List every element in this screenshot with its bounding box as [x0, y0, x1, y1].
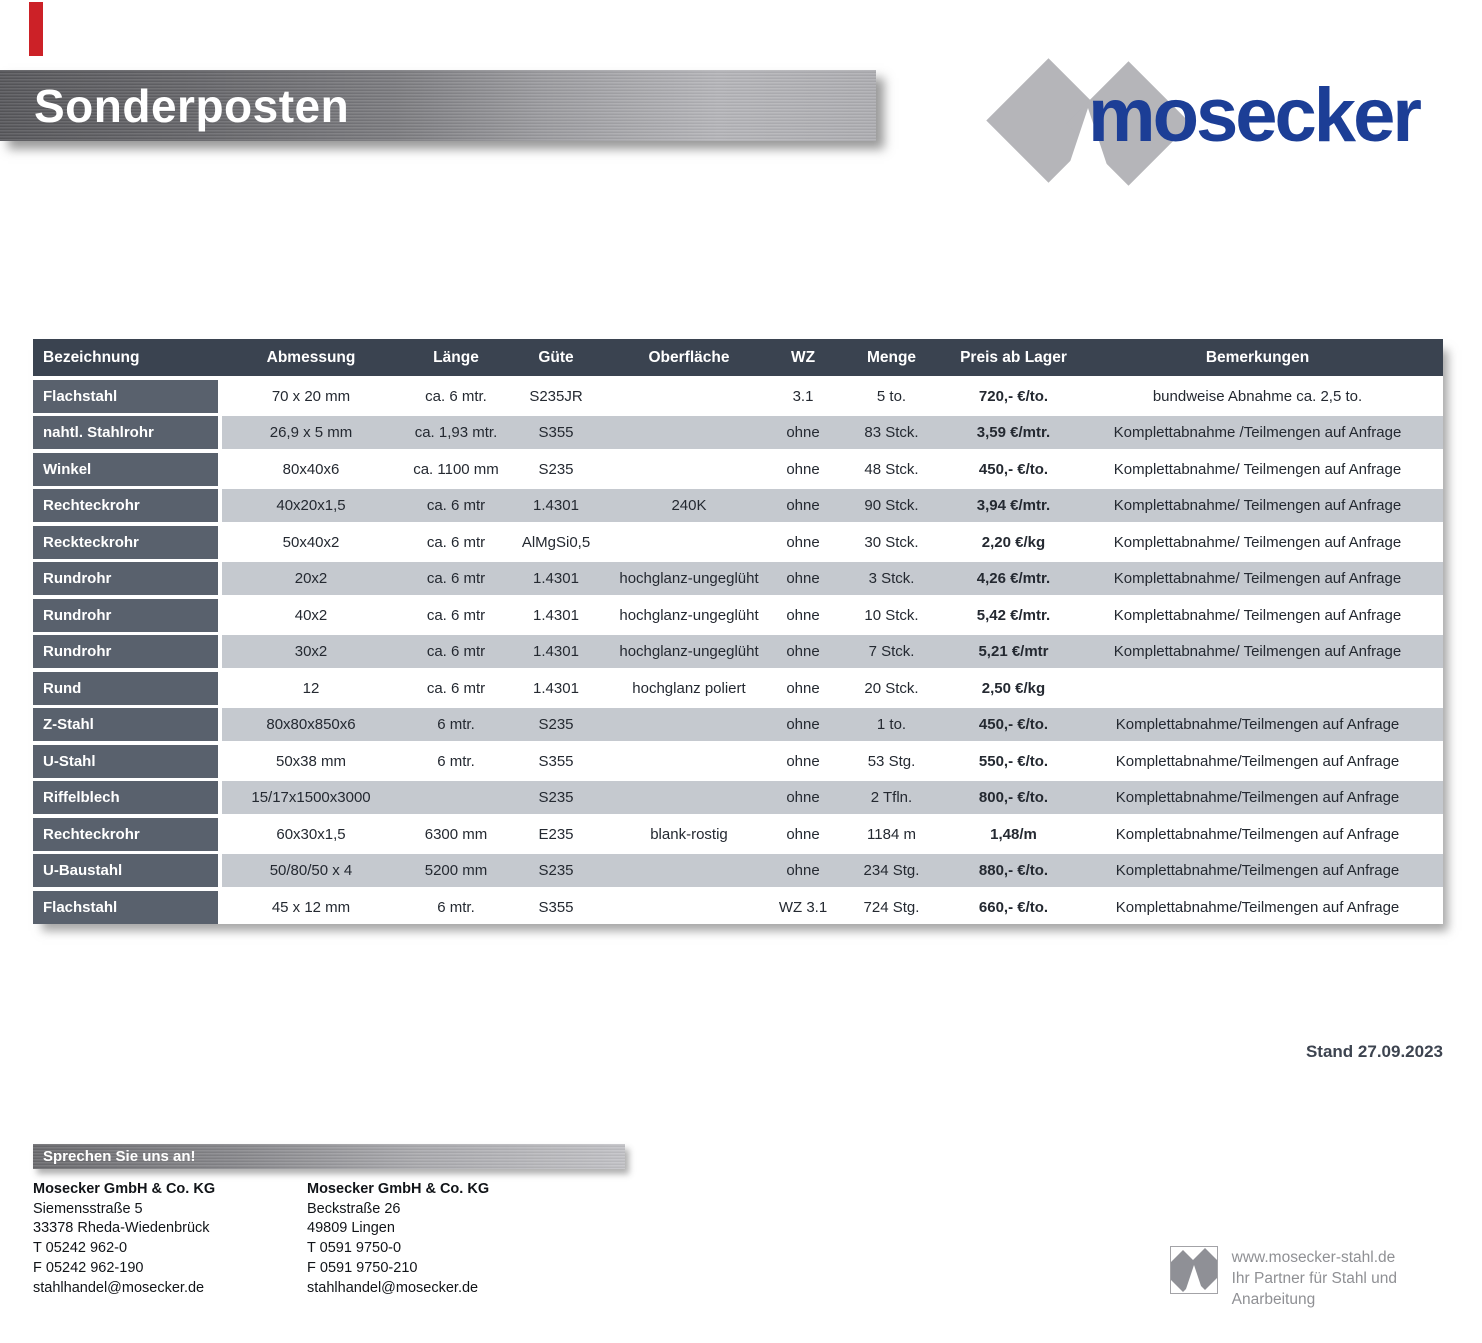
cell-guete: E235	[538, 825, 574, 843]
cell-oberflaeche	[600, 745, 778, 778]
row-values	[222, 526, 1443, 559]
cell-laenge: 6300 mm	[424, 825, 488, 843]
cell-guete: S355	[538, 752, 574, 770]
cell-menge: 1184 m	[867, 825, 916, 843]
cell-menge: 10 Stck.	[864, 606, 919, 624]
table-row	[33, 380, 1443, 413]
cell-guete: S355	[538, 424, 574, 441]
cell-bemerkungen: Komplettabnahme/Teilmengen auf Anfrage	[1115, 716, 1400, 733]
cell-abmessung: 40x2	[294, 606, 328, 624]
phone: T 0591 9750-0	[307, 1240, 402, 1257]
cell-abmessung: 26,9 x 5 mm	[269, 424, 353, 441]
red-corner-mark	[29, 2, 43, 56]
table-row	[33, 891, 1443, 924]
cell-bemerkungen: Komplettabnahme/Teilmengen auf Anfrage	[1115, 789, 1400, 806]
cell-laenge: 6 mtr.	[437, 716, 475, 733]
cell-oberflaeche	[600, 416, 778, 449]
header-menge: Menge	[866, 348, 917, 366]
header-bemerkungen: Bemerkungen	[1205, 348, 1310, 366]
table-row	[33, 526, 1443, 559]
row-values	[222, 489, 1443, 522]
cell-preis: 5,21 €/mtr	[978, 643, 1049, 660]
cell-oberflaeche	[600, 453, 778, 486]
email: stahlhandel@mosecker.de	[307, 1279, 479, 1296]
fax: F 05242 962-190	[33, 1259, 144, 1276]
cell-guete: S235	[538, 716, 574, 733]
cell-menge: 2 Tfln.	[870, 789, 913, 806]
cell-laenge: ca. 6 mtr	[426, 606, 486, 624]
cell-abmessung: 50/80/50 x 4	[269, 862, 353, 879]
table-row	[33, 416, 1443, 449]
sonderposten-table	[33, 339, 1443, 924]
cell-wz: ohne	[786, 679, 820, 697]
cell-menge: 90 Stck.	[864, 497, 919, 514]
cell-bemerkungen: bundweise Abnahme ca. 2,5 to.	[1152, 387, 1363, 405]
cell-laenge: 5200 mm	[424, 862, 488, 879]
fax: F 0591 9750-210	[307, 1259, 418, 1276]
cell-menge: 5 to.	[876, 387, 907, 405]
table-row	[33, 781, 1443, 814]
table-row	[33, 562, 1443, 595]
header-bezeichnung: Bezeichnung	[43, 348, 140, 366]
cell-bezeichnung: Winkel	[33, 453, 218, 486]
table-row	[33, 635, 1443, 668]
cell-oberflaeche	[600, 854, 778, 887]
table-row	[33, 453, 1443, 486]
footer-brand	[1170, 1246, 1482, 1310]
table-body	[33, 380, 1443, 924]
cell-bemerkungen: Komplettabnahme /Teilmengen auf Anfrage	[1113, 424, 1402, 441]
cell-laenge: ca. 1,93 mtr.	[414, 424, 498, 441]
cell-bemerkungen: Komplettabnahme/Teilmengen auf Anfrage	[1115, 752, 1400, 770]
cell-oberflaeche	[600, 781, 778, 814]
cell-wz: ohne	[786, 825, 820, 843]
row-values	[222, 599, 1443, 632]
cell-menge: 83 Stck.	[864, 424, 919, 441]
cell-preis: 3,94 €/mtr.	[976, 497, 1051, 514]
header-preis: Preis ab Lager	[960, 348, 1067, 366]
cell-menge: 20 Stck.	[864, 679, 919, 697]
cell-preis: 450,- €/to.	[978, 460, 1049, 478]
cell-bemerkungen	[1072, 672, 1443, 705]
cell-bezeichnung: Rundrohr	[33, 562, 218, 595]
cell-bezeichnung: Z-Stahl	[33, 708, 218, 741]
table-header-row	[33, 339, 1443, 376]
cell-preis: 3,59 €/mtr.	[976, 424, 1051, 441]
cell-oberflaeche: hochglanz-ungeglüht	[619, 643, 759, 660]
cell-guete: S235	[538, 862, 574, 879]
cell-wz: ohne	[786, 643, 820, 660]
contact-banner	[33, 1144, 625, 1169]
cell-bemerkungen: Komplettabnahme/ Teilmengen auf Anfrage	[1113, 570, 1402, 587]
cell-oberflaeche: hochglanz-ungeglüht	[619, 606, 759, 624]
cell-laenge: ca. 6 mtr.	[425, 387, 487, 405]
row-values	[222, 416, 1443, 449]
cell-preis: 550,- €/to.	[978, 752, 1049, 770]
row-values	[222, 672, 1443, 705]
table-row	[33, 818, 1443, 851]
phone: T 05242 962-0	[33, 1240, 128, 1257]
cell-wz: ohne	[786, 533, 820, 551]
cell-preis: 1,48/m	[990, 825, 1037, 843]
table-row	[33, 489, 1443, 522]
cell-menge: 3 Stck.	[868, 570, 915, 587]
cell-oberflaeche: 240K	[671, 497, 707, 514]
logo-wordmark: mosecker	[1088, 73, 1419, 158]
cell-bezeichnung: Flachstahl	[33, 380, 218, 413]
cell-abmessung: 50x38 mm	[275, 752, 347, 770]
cell-preis: 880,- €/to.	[978, 862, 1049, 879]
cell-abmessung: 15/17x1500x3000	[251, 789, 371, 806]
cell-menge: 234 Stg.	[863, 862, 920, 879]
cell-bemerkungen: Komplettabnahme/ Teilmengen auf Anfrage	[1113, 533, 1402, 551]
cell-preis: 660,- €/to.	[978, 898, 1049, 916]
cell-preis: 720,- €/to.	[978, 387, 1049, 405]
cell-laenge: ca. 1100 mm	[413, 460, 499, 478]
cell-bezeichnung: Reckteckrohr	[33, 526, 218, 559]
cell-menge: 1 to.	[876, 716, 907, 733]
cell-wz: ohne	[786, 424, 820, 441]
table-row	[33, 672, 1443, 705]
cell-preis: 2,20 €/kg	[981, 533, 1046, 551]
row-values	[222, 380, 1443, 413]
cell-abmessung: 50x40x2	[282, 533, 340, 551]
cell-bemerkungen: Komplettabnahme/ Teilmengen auf Anfrage	[1113, 606, 1402, 624]
cell-wz: ohne	[786, 862, 820, 879]
cell-laenge: 6 mtr.	[437, 898, 475, 916]
cell-menge: 30 Stck.	[864, 533, 919, 551]
cell-guete: 1.4301	[533, 643, 579, 660]
cell-guete: AlMgSi0,5	[521, 533, 591, 551]
cell-guete: 1.4301	[533, 497, 579, 514]
cell-oberflaeche: hochglanz-ungeglüht	[619, 570, 759, 587]
header-wz: WZ	[790, 348, 816, 366]
footer-slogan: Ihr Partner für Stahl und Anarbeitung	[1231, 1270, 1398, 1308]
cell-preis: 2,50 €/kg	[981, 679, 1046, 697]
row-values	[222, 562, 1443, 595]
cell-laenge: ca. 6 mtr	[426, 497, 486, 514]
cell-abmessung: 45 x 12 mm	[271, 898, 351, 916]
cell-bemerkungen: Komplettabnahme/Teilmengen auf Anfrage	[1115, 862, 1400, 879]
cell-bemerkungen: Komplettabnahme/ Teilmengen auf Anfrage	[1113, 643, 1402, 660]
cell-abmessung: 40x20x1,5	[276, 497, 346, 514]
cell-wz: ohne	[786, 752, 820, 770]
website-url: www.mosecker-stahl.de	[1231, 1249, 1396, 1266]
cell-bezeichnung: Rechteckrohr	[33, 818, 218, 851]
cell-laenge: ca. 6 mtr	[426, 570, 486, 587]
page-title: Sonderposten	[34, 79, 350, 132]
cell-laenge	[400, 781, 512, 814]
cell-wz: ohne	[786, 460, 820, 478]
cell-oberflaeche	[600, 708, 778, 741]
cell-abmessung: 30x2	[294, 643, 328, 660]
cell-oberflaeche	[600, 380, 778, 413]
cell-wz: ohne	[786, 716, 820, 733]
footer-logo-icon	[1170, 1246, 1218, 1294]
cell-abmessung: 80x40x6	[282, 460, 340, 478]
table-row	[33, 854, 1443, 887]
cell-menge: 53 Stg.	[867, 752, 916, 770]
cell-preis: 800,- €/to.	[978, 789, 1049, 806]
cell-wz: ohne	[786, 570, 820, 587]
row-values	[222, 708, 1443, 741]
cell-bemerkungen: Komplettabnahme/Teilmengen auf Anfrage	[1115, 898, 1400, 916]
cell-guete: S235JR	[529, 387, 583, 405]
cell-oberflaeche: hochglanz poliert	[632, 679, 746, 697]
cell-bezeichnung: U-Stahl	[33, 745, 218, 778]
cell-abmessung: 12	[302, 679, 320, 697]
title-banner	[0, 70, 876, 141]
cell-guete: S355	[538, 898, 574, 916]
cell-bezeichnung: Riffelblech	[33, 781, 218, 814]
table-row	[33, 599, 1443, 632]
cell-laenge: ca. 6 mtr	[426, 679, 486, 697]
header-abmessung: Abmessung	[266, 348, 356, 366]
table-row	[33, 745, 1443, 778]
cell-menge: 724 Stg.	[863, 898, 920, 916]
company-logo	[960, 50, 1482, 200]
cell-guete: S235	[538, 789, 574, 806]
row-values	[222, 891, 1443, 924]
cell-bemerkungen: Komplettabnahme/ Teilmengen auf Anfrage	[1113, 460, 1402, 478]
cell-abmessung: 60x30x1,5	[276, 825, 346, 843]
cell-bezeichnung: nahtl. Stahlrohr	[33, 416, 218, 449]
city: 49809 Lingen	[307, 1220, 395, 1237]
email: stahlhandel@mosecker.de	[33, 1279, 205, 1296]
cell-abmessung: 20x2	[294, 570, 328, 587]
cell-wz: 3.1	[792, 387, 814, 405]
cell-preis: 4,26 €/mtr.	[976, 570, 1051, 587]
header-guete: Güte	[538, 348, 574, 366]
cell-menge: 7 Stck.	[868, 643, 915, 660]
cell-oberflaeche	[600, 891, 778, 924]
cell-bemerkungen: Komplettabnahme/ Teilmengen auf Anfrage	[1113, 497, 1402, 514]
address-lingen	[307, 1180, 489, 1298]
stand-date: Stand 27.09.2023	[1305, 1042, 1443, 1061]
cell-wz: ohne	[786, 497, 820, 514]
cell-wz: ohne	[786, 789, 820, 806]
cell-abmessung: 80x80x850x6	[266, 716, 356, 733]
row-values	[222, 818, 1443, 851]
cell-oberflaeche	[600, 526, 778, 559]
cell-wz: WZ 3.1	[778, 898, 828, 916]
contact-banner-label: Sprechen Sie uns an!	[43, 1148, 196, 1165]
cell-preis: 450,- €/to.	[978, 716, 1049, 733]
cell-wz: ohne	[786, 606, 820, 624]
row-values	[222, 453, 1443, 486]
cell-laenge: ca. 6 mtr	[426, 643, 486, 660]
street: Siemensstraße 5	[33, 1200, 143, 1217]
city: 33378 Rheda-Wiedenbrück	[33, 1220, 210, 1237]
cell-bemerkungen: Komplettabnahme/Teilmengen auf Anfrage	[1115, 825, 1400, 843]
cell-laenge: ca. 6 mtr	[426, 533, 486, 551]
row-values	[222, 635, 1443, 668]
company-name: Mosecker GmbH & Co. KG	[33, 1181, 216, 1197]
cell-bezeichnung: Rundrohr	[33, 599, 218, 632]
cell-abmessung: 70 x 20 mm	[271, 387, 351, 405]
cell-preis: 5,42 €/mtr.	[976, 606, 1051, 624]
table-row	[33, 708, 1443, 741]
cell-guete: 1.4301	[533, 570, 579, 587]
row-values	[222, 781, 1443, 814]
row-values	[222, 854, 1443, 887]
header-laenge: Länge	[433, 348, 479, 366]
cell-bezeichnung: Rund	[33, 672, 218, 705]
cell-bezeichnung: U-Baustahl	[33, 854, 218, 887]
cell-bezeichnung: Rechteckrohr	[33, 489, 218, 522]
street: Beckstraße 26	[307, 1200, 401, 1217]
cell-guete: S235	[538, 460, 574, 478]
cell-guete: 1.4301	[533, 606, 579, 624]
header-oberflaeche: Oberfläche	[648, 348, 730, 366]
cell-oberflaeche: blank-rostig	[650, 825, 728, 843]
row-values	[222, 745, 1443, 778]
cell-guete: 1.4301	[533, 679, 579, 697]
address-rheda	[33, 1180, 215, 1298]
cell-bezeichnung: Flachstahl	[33, 891, 218, 924]
cell-menge: 48 Stck.	[864, 460, 919, 478]
cell-bezeichnung: Rundrohr	[33, 635, 218, 668]
company-name: Mosecker GmbH & Co. KG	[307, 1181, 490, 1197]
cell-laenge: 6 mtr.	[437, 752, 475, 770]
